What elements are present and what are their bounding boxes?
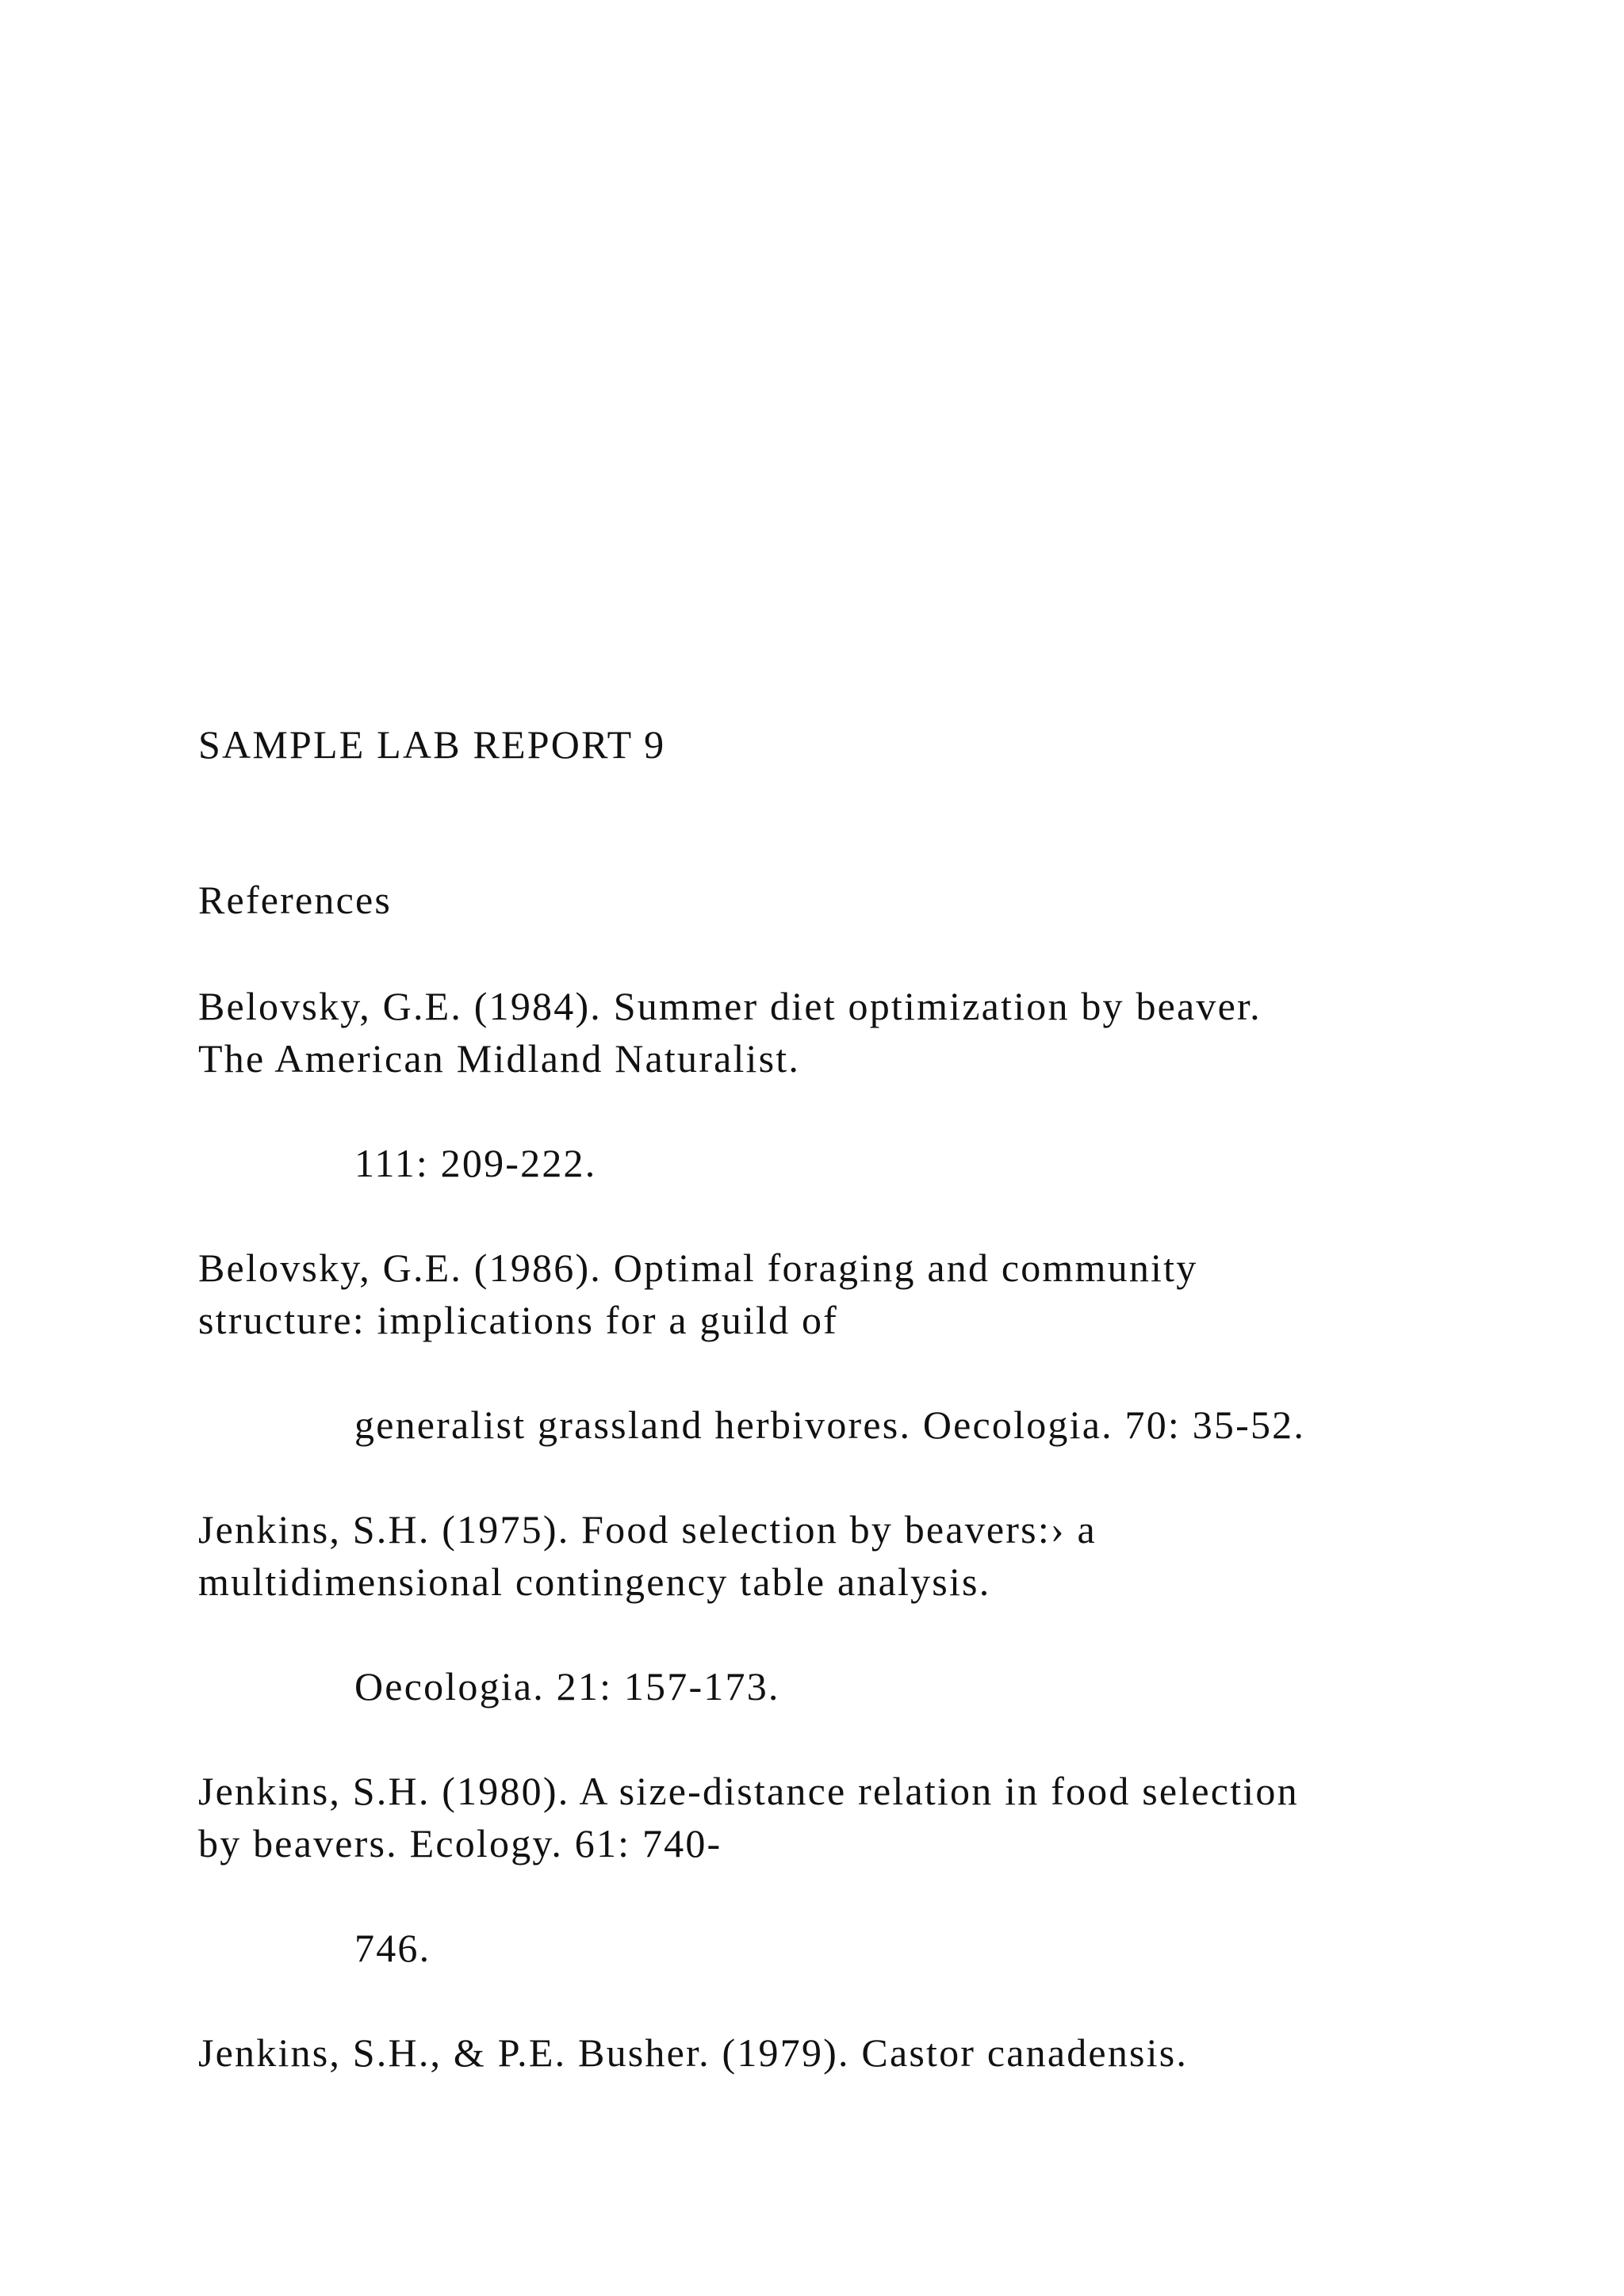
reference-2-continuation: generalist grassland herbivores. Oecologia. 70: 35-52. xyxy=(354,1402,1306,1447)
reference-3-line-1: Jenkins, S.H. (1975). Food selection by beavers:› a xyxy=(198,1507,1097,1552)
reference-5-line-1: Jenkins, S.H., & P.E. Busher. (1979). Castor canadensis. xyxy=(198,2030,1189,2075)
reference-4-line-1: Jenkins, S.H. (1980). A size-distance relation in food selection xyxy=(198,1769,1299,1813)
reference-1-continuation: 111: 209-222. xyxy=(354,1141,597,1185)
reference-3-line-2: multidimensional contingency table analysis. xyxy=(198,1559,991,1604)
reference-2-line-1: Belovsky, G.E. (1986). Optimal foraging and community xyxy=(198,1246,1198,1290)
reference-2-line-2: structure: implications for a guild of xyxy=(198,1298,839,1342)
reference-1-line-1: Belovsky, G.E. (1984). Summer diet optimization by beaver. xyxy=(198,984,1262,1028)
running-head: SAMPLE LAB REPORT 9 xyxy=(198,722,666,767)
reference-3-continuation: Oecologia. 21: 157-173. xyxy=(354,1664,780,1709)
reference-4-line-2: by beavers. Ecology. 61: 740- xyxy=(198,1821,722,1866)
references-heading: References xyxy=(198,878,393,922)
reference-4-continuation: 746. xyxy=(354,1926,431,1970)
reference-1-line-2: The American Midland Naturalist. xyxy=(198,1036,801,1081)
